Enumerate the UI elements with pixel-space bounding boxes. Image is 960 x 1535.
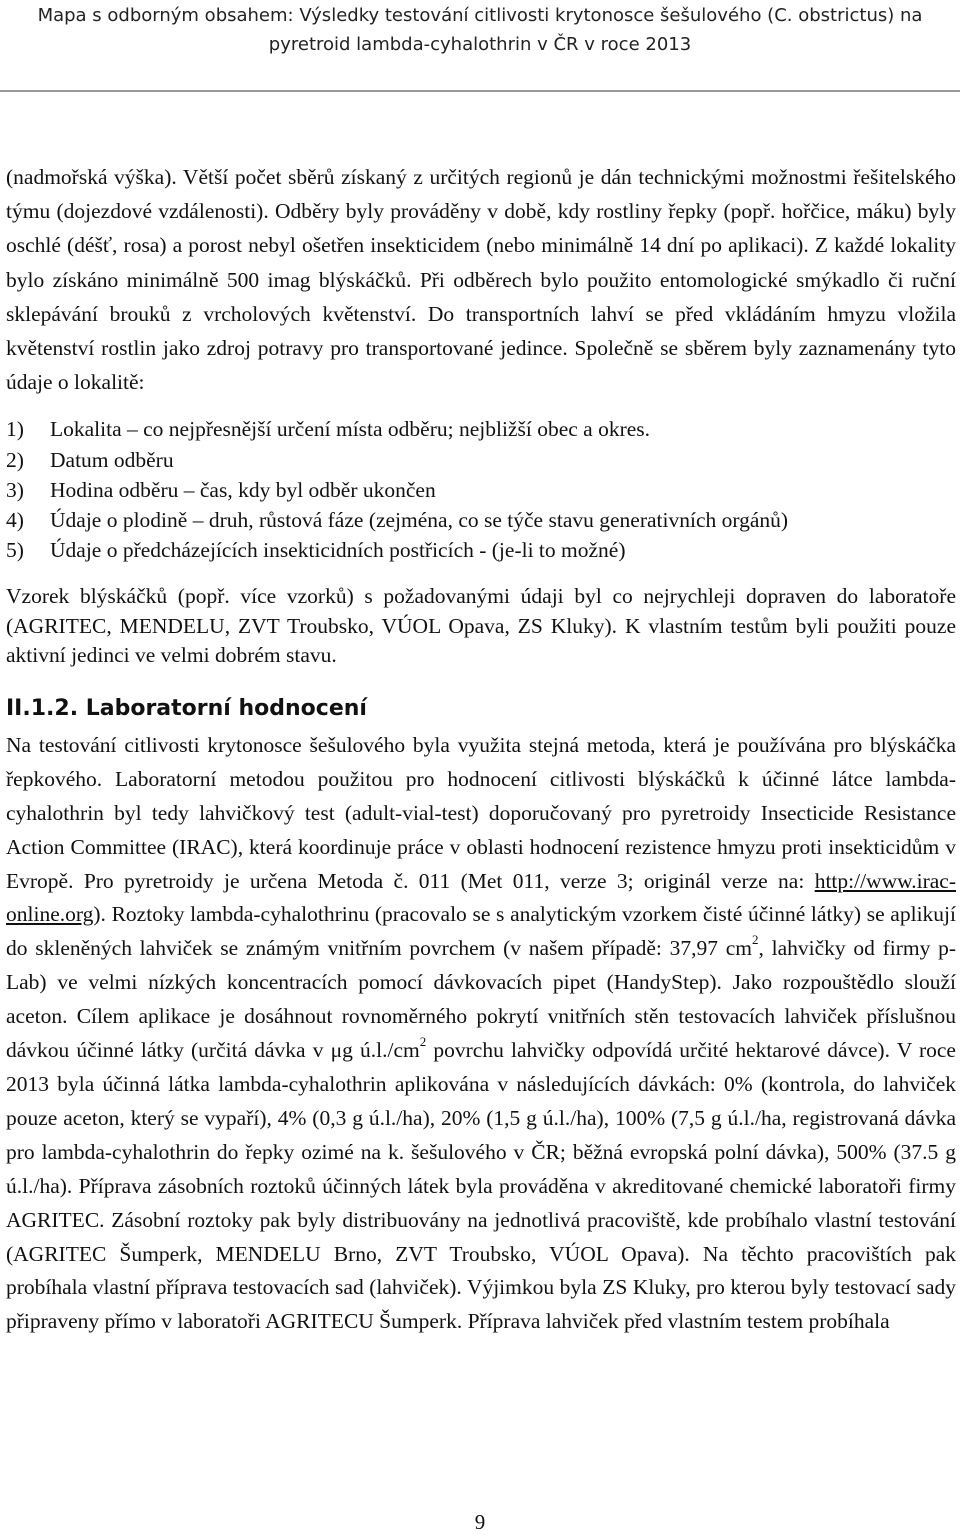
list-item-number: 3) [6,477,24,502]
list-item-text: Lokalita – co nejpřesnější určení místa odběru; nejbližší obec a okres. [50,417,651,442]
intro-sentence-3: Do transportních lahví se před vkládáním hmyzu vložila květenství rostlin jako zdroj potravy pro transportované jedince. [6,301,956,361]
lab-text-2: ). Roztoky lambda-cyhalothrinu (pracovalo se s analytickým vzorkem čisté účinné látky) se aplikují do skleněných lahviček se známým vnitřním povrchem (v našem případě: 37,97 cm [6,902,956,961]
running-header-line-1: Mapa s odborným obsahem: Výsledky testování citlivosti krytonosce šešulového (C. obstrictus) na [37,5,923,26]
page-number: 9 [474,1510,486,1534]
irac-link[interactable]: http://www.irac-online.org [6,868,956,927]
list-item-text: Údaje o předcházejících insekticidních postřicích - (je-li to možné) [50,538,626,563]
list-item-text: Údaje o plodině – druh, růstová fáze (zejména, co se týče stavu generativních orgánů) [50,508,789,533]
list-item [6,475,956,505]
main-content [6,160,956,1339]
superscript-2: 2 [419,1033,427,1049]
section-heading: II.1.2. Laboratorní hodnocení [6,695,367,721]
list-item-number: 5) [6,538,24,563]
intro-sentence-1: (nadmořská výška). Větší počet sběrů získaný z určitých regionů je dán technickými možnostmi řešitelského týmu (dojezdové vzdálenosti). Odběry byly prováděny v době, kdy rostliny řepky (popř. hořčice, máku) byly oschlé (déšť, rosa) a porost nebyl ošetřen insekticidem (nebo minimálně 14 dní po aplikaci). Z každé lokality bylo získáno minimálně 500 imag blýskáčků. [6,165,956,292]
list-item-text: Hodina odběru – čas, kdy byl odběr ukončen [50,477,436,502]
superscript-2: 2 [751,932,759,948]
lab-paragraph [6,729,956,1339]
lab-text-1: Na testování citlivosti krytonosce šešulového byla využita stejná metoda, která je používána pro blýskáčka řepkového. Laboratorní metodou použitou pro hodnocení citlivosti blýskáčků k účinné látce lambda-cyhalothrin byl tedy lahvičkový test (adult-vial-test) doporučovaný pro pyretroidy Insecticide Resistance Action Committee (IRAC), která koordinuje práce v oblasti hodnocení rezistence hmyzu proti insekticidům v Evropě. Pro pyretroidy je určena Metoda č. 011 (Met 011, verze 3; originál verze na: [6,732,956,893]
list-item-text: Datum odběru [50,447,174,472]
sample-paragraph: Vzorek blýskáčků (popř. více vzorků) s požadovanými údaji byl co nejrychleji dopraven do laboratoře (AGRITEC, MENDELU, ZVT Troubsko, VÚOL Opava, ZS Kluky). K vlastním testům byli použiti pouze aktivní jedinci ve velmi dobrém stavu. [6,584,956,668]
running-header-line-2: pyretroid lambda-cyhalothrin v ČR v roce 2013 [268,34,692,55]
list-item-number: 1) [6,417,24,442]
intro-paragraph [6,160,956,399]
list-item [6,535,956,565]
intro-sentence-4: Společně se sběrem byly zaznamenány tyto údaje o lokalitě: [6,336,956,395]
recorded-data-list [6,414,956,565]
header-divider [0,90,960,92]
list-item [6,505,956,535]
running-header [0,0,960,62]
list-item [6,445,956,475]
list-item [6,414,956,444]
intro-sentence-2: Při odběrech bylo použito entomologické smýkadlo či ruční sklepávání brouků z vrcholových květenství. [6,267,956,326]
lab-text-4: povrchu lahvičky odpovídá určité hektarové dávce). V roce 2013 byla účinná látka lambda-cyhalothrin aplikována v následujících dávkách: 0% (kontrola, do lahviček pouze aceton, který se vypaří), 4% (0,3 g ú.l./ha), 20% (1,5 g ú.l./ha), 100% (7,5 g ú.l./ha, registrovaná dávka pro lambda-cyhalothrin do řepky ozimé na k. šešulového v ČR; běžná evropská polní dávka), 500% (37.5 g ú.l./ha). Příprava zásobních roztoků účinných látek byla prováděna v akreditované chemické laboratoři firmy AGRITEC. Zásobní roztoky pak byly distribuovány na jednotlivá pracoviště, kde probíhalo vlastní testování (AGRITEC Šumperk, MENDELU Brno, ZVT Troubsko, VÚOL Opava). Na těchto pracovištích pak probíhala vlastní příprava testovacích sad (lahviček). Výjimkou byla ZS Kluky, pro kterou byly testovací sady připraveny přímo v laboratoři AGRITECU Šumperk. Příprava lahviček před vlastním testem probíhala [6,1038,956,1334]
lab-text-3: , lahvičky od firmy p-Lab) ve velmi nízkých koncentracích pomocí dávkovacích pipet (HandyStep). Jako rozpouštědlo slouží aceton. Cílem aplikace je dosáhnout rovnoměrného pokrytí vnitřních stěn testovacích lahviček příslušnou dávkou účinné látky (určitá dávka v μg ú.l./cm [6,936,956,1063]
list-item-number: 4) [6,508,24,533]
list-item-number: 2) [6,447,24,472]
